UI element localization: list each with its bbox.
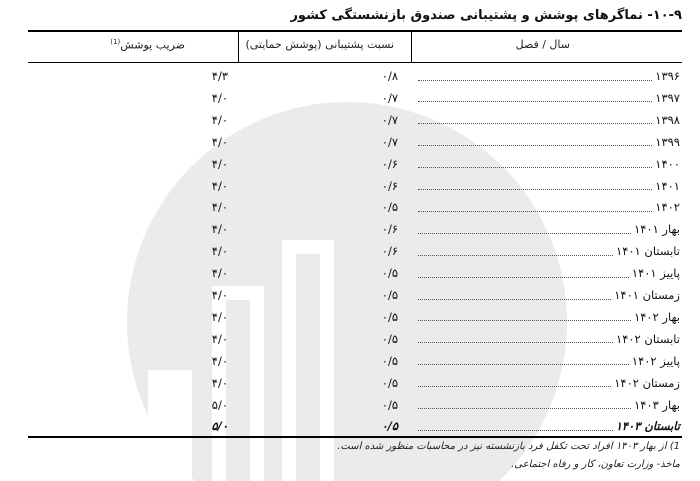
- leader-dots: [418, 386, 611, 387]
- header-coverage-footnote-mark: (1): [110, 38, 121, 46]
- table-row: [0, 372, 700, 394]
- period-label: ۱۳۹۸: [655, 112, 680, 127]
- support-ratio-cell: ۰/۷: [381, 134, 398, 149]
- period-label: ۱۴۰۱: [655, 178, 680, 193]
- support-ratio-cell: ۰/۷: [381, 112, 398, 127]
- leader-dots: [418, 167, 652, 168]
- support-ratio-cell: ۰/۵: [381, 419, 398, 434]
- table-row: [0, 218, 700, 240]
- table-row: [0, 87, 700, 109]
- header-divider: [411, 32, 412, 62]
- coverage-cell: ۵/۰: [211, 397, 228, 412]
- support-ratio-cell: ۰/۷: [381, 90, 398, 105]
- period-cell: [418, 306, 680, 328]
- support-ratio-cell: ۰/۵: [381, 331, 398, 346]
- support-ratio-cell: ۰/۵: [381, 266, 398, 281]
- leader-dots: [418, 80, 652, 81]
- coverage-cell: ۴/۰: [211, 134, 228, 149]
- period-label: ۱۴۰۰: [655, 156, 680, 171]
- table-row: [0, 131, 700, 153]
- support-ratio-cell: ۰/۶: [381, 222, 398, 237]
- table-row: [0, 284, 700, 306]
- coverage-cell: ۴/۰: [211, 178, 228, 193]
- table-row: [0, 65, 700, 87]
- period-cell: [418, 175, 680, 197]
- coverage-cell: ۴/۰: [211, 375, 228, 390]
- coverage-cell: ۴/۰: [211, 156, 228, 171]
- header-divider: [238, 32, 239, 62]
- coverage-cell: ۴/۳: [211, 69, 228, 83]
- coverage-cell: ۴/۰: [211, 90, 228, 105]
- footnote: 1) از بهار ۱۴۰۳ افراد تحت تکفل فرد بازنشسته نیز در محاسبات منظور شده است.: [337, 441, 680, 452]
- period-label: ۱۴۰۲: [655, 200, 680, 215]
- table-row: [0, 394, 700, 416]
- table-row: [0, 240, 700, 262]
- header-rule: [28, 62, 682, 63]
- support-ratio-cell: ۰/۵: [381, 375, 398, 390]
- header-coverage-label: ضریب پوشش: [120, 38, 185, 52]
- support-ratio-cell: ۰/۶: [381, 244, 398, 259]
- leader-dots: [418, 123, 652, 124]
- leader-dots: [418, 101, 652, 102]
- leader-dots: [418, 299, 611, 300]
- period-cell: [418, 328, 680, 350]
- support-ratio-cell: ۰/۵: [381, 353, 398, 368]
- period-label: زمستان ۱۴۰۲: [614, 375, 680, 390]
- coverage-cell: ۵/۰: [211, 419, 228, 434]
- leader-dots: [418, 211, 652, 212]
- leader-dots: [418, 145, 652, 146]
- period-cell: [418, 284, 680, 306]
- period-label: تابستان ۱۴۰۱: [616, 244, 680, 259]
- leader-dots: [418, 342, 613, 343]
- coverage-cell: ۴/۰: [211, 309, 228, 324]
- header-coverage: [110, 38, 185, 52]
- period-label: ۱۳۹۶: [655, 69, 680, 83]
- table-title: ۱۰-۹- نماگرهای پوشش و پشتیبانی صندوق بازنشستگی کشور: [290, 8, 682, 23]
- period-cell: [418, 153, 680, 175]
- source-note: ماخذ- وزارت تعاون، کار و رفاه اجتماعی.: [511, 459, 680, 470]
- period-label: پاییز ۱۴۰۲: [631, 353, 680, 368]
- period-cell: [418, 350, 680, 372]
- bottom-rule: [28, 436, 682, 438]
- table-row: [0, 306, 700, 328]
- support-ratio-cell: ۰/۵: [381, 397, 398, 412]
- leader-dots: [418, 408, 631, 409]
- table-row: [0, 262, 700, 284]
- period-cell: [418, 109, 680, 131]
- period-label: بهار ۱۴۰۱: [634, 222, 680, 237]
- leader-dots: [418, 255, 613, 256]
- period-cell: [418, 372, 680, 394]
- coverage-cell: ۴/۰: [211, 288, 228, 302]
- table-row: [0, 153, 700, 175]
- support-ratio-cell: ۰/۵: [381, 309, 398, 324]
- period-cell: [418, 65, 680, 87]
- support-ratio-cell: ۰/۶: [381, 156, 398, 171]
- table-row: [0, 109, 700, 131]
- top-rule: [28, 30, 682, 32]
- header-support-ratio: نسبت پشتیبانی (پوشش حمایتی): [245, 38, 394, 51]
- leader-dots: [418, 233, 631, 234]
- table-row: [0, 415, 700, 437]
- coverage-cell: ۴/۰: [211, 222, 228, 237]
- period-label: ۱۳۹۹: [655, 134, 680, 149]
- table-row: [0, 350, 700, 372]
- coverage-cell: ۴/۰: [211, 200, 228, 215]
- period-cell: [418, 196, 680, 218]
- header-period: سال / فصل: [515, 38, 570, 51]
- period-label: تابستان ۱۴۰۳: [615, 419, 680, 434]
- coverage-cell: ۴/۰: [211, 244, 228, 259]
- period-label: بهار ۱۴۰۲: [634, 309, 680, 324]
- period-label: ۱۳۹۷: [655, 90, 680, 105]
- period-label: زمستان ۱۴۰۱: [614, 288, 680, 302]
- support-ratio-cell: ۰/۵: [381, 200, 398, 215]
- leader-dots: [418, 364, 629, 365]
- period-label: پاییز ۱۴۰۱: [631, 266, 680, 281]
- support-ratio-cell: ۰/۸: [381, 69, 398, 83]
- table-row: [0, 175, 700, 197]
- table-row: [0, 328, 700, 350]
- coverage-cell: ۴/۰: [211, 112, 228, 127]
- period-cell: [418, 218, 680, 240]
- period-label: تابستان ۱۴۰۲: [616, 331, 680, 346]
- leader-dots: [418, 189, 652, 190]
- period-cell: [418, 394, 680, 416]
- period-cell: [418, 262, 680, 284]
- leader-dots: [418, 430, 613, 431]
- leader-dots: [418, 320, 631, 321]
- coverage-cell: ۴/۰: [211, 353, 228, 368]
- period-cell: [418, 87, 680, 109]
- leader-dots: [418, 277, 629, 278]
- coverage-cell: ۴/۰: [211, 331, 228, 346]
- period-cell: [418, 415, 680, 437]
- support-ratio-cell: ۰/۶: [381, 178, 398, 193]
- support-ratio-cell: ۰/۵: [381, 288, 398, 302]
- period-cell: [418, 131, 680, 153]
- period-label: بهار ۱۴۰۳: [634, 397, 680, 412]
- table-row: [0, 196, 700, 218]
- coverage-cell: ۴/۰: [211, 266, 228, 281]
- period-cell: [418, 240, 680, 262]
